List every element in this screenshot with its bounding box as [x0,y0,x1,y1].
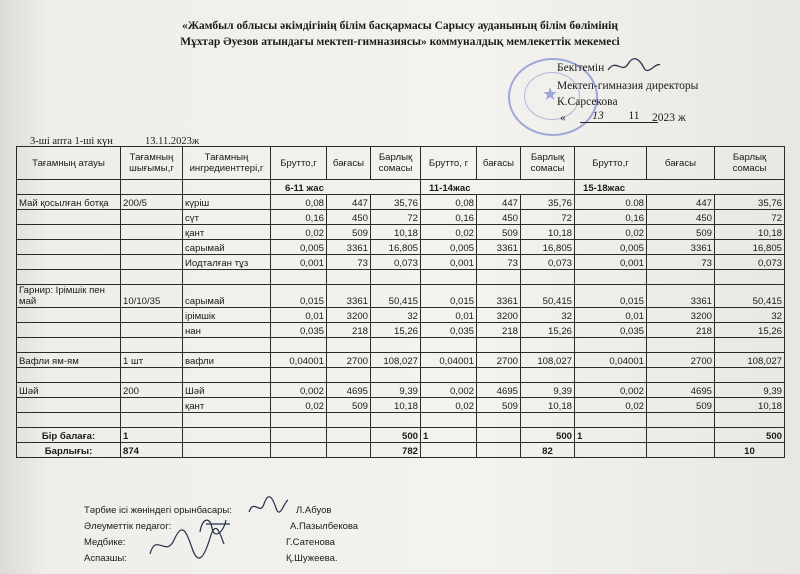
dish-name-cell [17,368,121,383]
per-child-value: 1 [575,428,647,443]
value-cell: 2700 [647,353,715,368]
value-cell: 0,002 [421,383,477,398]
yield-cell [121,338,183,353]
ingredient-cell: вафли [183,353,271,368]
yield-cell [121,255,183,270]
value-cell: 9,39 [371,383,421,398]
value-cell: 0,005 [271,240,327,255]
table-row [17,398,785,413]
value-cell: 0,02 [421,398,477,413]
value-cell: 35,76 [715,195,785,210]
header-line-1: «Жамбыл облысы әкімдігінің білім басқармасы Сарысу ауданының білім бөлімінің [182,20,618,32]
value-cell: 0,04001 [421,353,477,368]
value-cell: 16,805 [715,240,785,255]
value-cell [575,338,647,353]
value-cell: 50,415 [521,285,575,308]
per-child-value: 500 [371,428,421,443]
value-cell: 447 [647,195,715,210]
handwritten-signature [246,494,290,518]
dish-name-cell: Шәй [17,383,121,398]
menu-date: 13.11.2023ж [145,136,200,147]
ingredient-cell: күріш [183,195,271,210]
dish-name-cell [17,398,121,413]
value-cell: 3200 [477,308,521,323]
signature-name: Қ.Шужеева. [286,553,338,564]
value-cell: 0.08 [575,195,647,210]
value-cell: 50,415 [715,285,785,308]
value-cell: 4695 [647,383,715,398]
value-cell: 3361 [327,285,371,308]
value-cell [371,338,421,353]
value-cell: 0,002 [271,383,327,398]
value-cell [421,368,477,383]
age-group-row [17,180,785,195]
value-cell: 0,073 [521,255,575,270]
value-cell: 0,08 [421,195,477,210]
dish-name-cell [17,308,121,323]
table-row [17,255,785,270]
value-cell [477,368,521,383]
approval-position: Мектеп-гимназия директоры [557,80,699,92]
total-label: Барлығы: [17,443,121,458]
value-cell: 0,04001 [271,353,327,368]
table-row [17,383,785,398]
value-cell [271,338,327,353]
value-cell: 0,001 [271,255,327,270]
value-cell: 9,39 [715,383,785,398]
value-cell [647,270,715,285]
yield-cell [121,308,183,323]
ingredient-cell: Иодталған тұз [183,255,271,270]
value-cell: 0,035 [271,323,327,338]
value-cell: 3361 [647,240,715,255]
table-row [17,353,785,368]
value-cell [647,413,715,428]
value-cell: 0,015 [271,285,327,308]
signature-name: Г.Сатенова [286,537,335,548]
per-child-row [17,428,785,443]
table-row [17,195,785,210]
value-cell: 9,39 [521,383,575,398]
col-header: бағасы [327,147,371,180]
dish-name-cell: Май қосылған ботқа [17,195,121,210]
ingredient-cell: қант [183,398,271,413]
value-cell [421,338,477,353]
value-cell [371,270,421,285]
value-cell: 3361 [477,285,521,308]
col-header: Барлық сомасы [715,147,785,180]
total-value: 10 [715,443,785,458]
table-row [17,270,785,285]
dish-name-cell: Гарнир: Ірімшік пен май [17,285,121,308]
signature-name: Л.Абуов [296,505,332,516]
value-cell: 0,02 [575,225,647,240]
per-child-value: 1 [421,428,477,443]
approval-date-prefix: « [560,112,566,124]
menu-table [16,146,785,458]
table-row [17,210,785,225]
dish-name-cell [17,225,121,240]
col-header: Барлық сомасы [521,147,575,180]
value-cell: 73 [647,255,715,270]
approval-name: К.Сарсекова [557,96,618,108]
dish-name-cell [17,240,121,255]
value-cell: 0,001 [421,255,477,270]
value-cell: 0,035 [575,323,647,338]
value-cell: 32 [521,308,575,323]
ingredient-cell: сарымай [183,240,271,255]
value-cell [575,413,647,428]
value-cell: 0,073 [715,255,785,270]
value-cell: 3361 [647,285,715,308]
value-cell: 0,035 [421,323,477,338]
value-cell: 16,805 [521,240,575,255]
yield-cell [121,323,183,338]
yield-cell [121,368,183,383]
value-cell: 0,02 [575,398,647,413]
value-cell: 0,02 [271,225,327,240]
value-cell: 32 [715,308,785,323]
total-value: 82 [521,443,575,458]
dish-name-cell [17,323,121,338]
value-cell: 447 [477,195,521,210]
ingredient-cell: нан [183,323,271,338]
value-cell: 10,18 [715,398,785,413]
signature-role: Аспазшы: [84,553,127,564]
value-cell [421,270,477,285]
value-cell: 3361 [477,240,521,255]
value-cell: 10,18 [715,225,785,240]
value-cell [271,270,327,285]
value-cell: 509 [477,225,521,240]
value-cell: 0,02 [421,225,477,240]
value-cell: 0,16 [575,210,647,225]
value-cell: 3200 [647,308,715,323]
value-cell: 0,001 [575,255,647,270]
per-child-value: 500 [715,428,785,443]
value-cell [477,270,521,285]
value-cell [271,368,327,383]
total-row [17,443,785,458]
yield-cell: 200/5 [121,195,183,210]
dish-name-cell [17,270,121,285]
director-signature [606,56,662,76]
value-cell [521,413,575,428]
yield-cell: 1 шт [121,353,183,368]
value-cell [715,338,785,353]
value-cell: 4695 [327,383,371,398]
value-cell: 447 [327,195,371,210]
ingredient-cell [183,270,271,285]
ingredient-cell [183,338,271,353]
table-row [17,308,785,323]
ingredient-cell: Шәй [183,383,271,398]
ingredient-cell [183,368,271,383]
value-cell [327,338,371,353]
value-cell: 108,027 [521,353,575,368]
ingredient-cell: сүт [183,210,271,225]
yield-cell: 200 [121,383,183,398]
signature-name: А.Пазылбекова [290,521,359,532]
stamp-star-icon: ★ [542,84,559,104]
per-child-value: 1 [121,428,183,443]
value-cell: 450 [477,210,521,225]
dish-name-cell [17,413,121,428]
signature-role: Медбике: [84,537,126,548]
value-cell: 0,01 [575,308,647,323]
value-cell: 0,16 [421,210,477,225]
header-line-2: Мұхтар Әуезов атындағы мектеп-гимназиясы» коммуналдық мемлекеттік мекемесі [180,36,620,48]
per-child-value: 500 [521,428,575,443]
value-cell: 73 [477,255,521,270]
value-cell: 0,002 [575,383,647,398]
value-cell [575,270,647,285]
age-group-label: 15-18жас [575,180,785,195]
ingredient-cell: қант [183,225,271,240]
table-row [17,240,785,255]
value-cell [575,368,647,383]
value-cell: 35,76 [371,195,421,210]
approval-day: 13 [580,110,616,123]
table-row [17,285,785,308]
value-cell [521,368,575,383]
yield-cell: 10/10/35 [121,285,183,308]
value-cell [271,413,327,428]
col-header: Тағамның ингредиенттері,г [183,147,271,180]
value-cell [371,413,421,428]
signature-role: Тәрбие ісі жөніндегі орынбасары: [84,505,232,516]
col-header: Тағамның атауы [17,147,121,180]
yield-cell [121,225,183,240]
value-cell: 509 [647,398,715,413]
col-header: Брутто,г [271,147,327,180]
value-cell: 0,01 [421,308,477,323]
yield-cell [121,210,183,225]
value-cell [647,368,715,383]
value-cell: 35,76 [521,195,575,210]
per-child-label: Бір балаға: [17,428,121,443]
age-group-label: 11-14жас [421,180,575,195]
value-cell: 0,005 [421,240,477,255]
col-header: Брутто, г [421,147,477,180]
value-cell: 450 [647,210,715,225]
dish-name-cell [17,338,121,353]
value-cell: 509 [647,225,715,240]
value-cell: 0,005 [575,240,647,255]
value-cell [715,368,785,383]
value-cell: 10,18 [521,398,575,413]
value-cell: 3200 [327,308,371,323]
value-cell: 218 [327,323,371,338]
value-cell: 108,027 [371,353,421,368]
total-value: 782 [371,443,421,458]
value-cell [327,413,371,428]
value-cell: 10,18 [371,225,421,240]
value-cell [521,338,575,353]
value-cell: 218 [477,323,521,338]
col-header: бағасы [477,147,521,180]
value-cell [421,413,477,428]
value-cell: 15,26 [715,323,785,338]
value-cell: 0,073 [371,255,421,270]
ingredient-cell [183,413,271,428]
value-cell: 2700 [327,353,371,368]
yield-cell [121,240,183,255]
value-cell: 73 [327,255,371,270]
value-cell: 509 [327,398,371,413]
yield-cell [121,270,183,285]
value-cell: 0,16 [271,210,327,225]
value-cell [647,338,715,353]
total-value: 874 [121,443,183,458]
approval-month: 11 [610,110,658,123]
value-cell: 450 [327,210,371,225]
value-cell: 15,26 [371,323,421,338]
value-cell: 50,415 [371,285,421,308]
value-cell: 0,01 [271,308,327,323]
dish-name-cell: Вафли ям-ям [17,353,121,368]
value-cell: 0,02 [271,398,327,413]
col-header: бағасы [647,147,715,180]
value-cell: 72 [371,210,421,225]
value-cell: 72 [521,210,575,225]
value-cell: 0,04001 [575,353,647,368]
value-cell: 0,015 [575,285,647,308]
ingredient-cell: ірімшік [183,308,271,323]
approval-approved: Бекітемін [557,62,605,74]
value-cell: 10,18 [371,398,421,413]
table-row [17,338,785,353]
value-cell: 15,26 [521,323,575,338]
dish-name-cell [17,210,121,225]
value-cell: 4695 [477,383,521,398]
handwritten-signature [146,528,226,562]
col-header: Барлық сомасы [371,147,421,180]
value-cell [371,368,421,383]
value-cell: 72 [715,210,785,225]
value-cell [477,338,521,353]
col-header: Тағамның шығымы,г [121,147,183,180]
yield-cell [121,398,183,413]
table-row [17,413,785,428]
approval-year: 2023 ж [652,112,686,124]
value-cell: 0,015 [421,285,477,308]
value-cell: 16,805 [371,240,421,255]
value-cell [327,270,371,285]
table-row [17,225,785,240]
yield-cell [121,413,183,428]
age-group-label: 6-11 жас [271,180,421,195]
value-cell: 2700 [477,353,521,368]
value-cell [327,368,371,383]
value-cell: 509 [477,398,521,413]
value-cell [715,270,785,285]
value-cell: 3361 [327,240,371,255]
value-cell: 509 [327,225,371,240]
value-cell: 108,027 [715,353,785,368]
value-cell [477,413,521,428]
dish-name-cell [17,255,121,270]
value-cell: 32 [371,308,421,323]
ingredient-cell: сарымай [183,285,271,308]
value-cell [715,413,785,428]
value-cell: 0,08 [271,195,327,210]
value-cell: 10,18 [521,225,575,240]
table-row [17,323,785,338]
value-cell: 218 [647,323,715,338]
week-label: 3-ші апта 1-ші күн [30,136,113,147]
table-header-row [17,147,785,180]
col-header: Брутто,г [575,147,647,180]
signature-role: Әлеуметтік педагог: [84,521,172,532]
table-row [17,368,785,383]
value-cell [521,270,575,285]
